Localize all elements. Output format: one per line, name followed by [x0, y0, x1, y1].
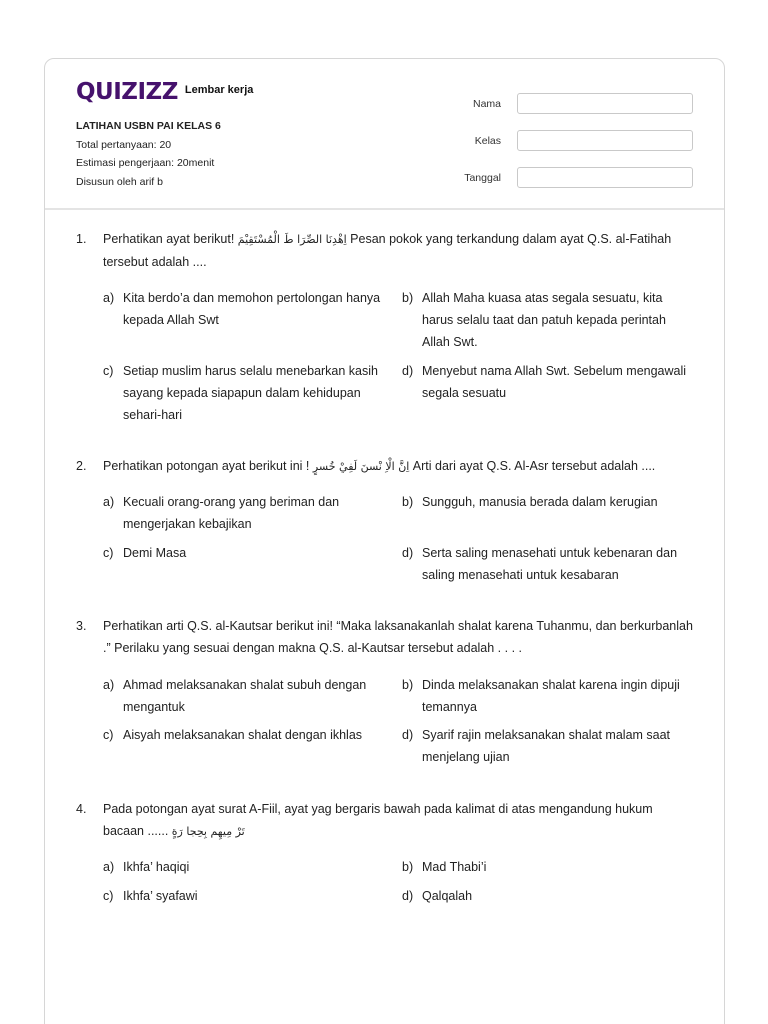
option-text: Dinda melaksanakan shalat karena ingin dipuji temannya [422, 678, 680, 714]
option-2c[interactable] [103, 542, 400, 564]
option-text: Kita berdo’a dan memohon pertolongan hanya kepada Allah Swt [123, 291, 381, 327]
option-4d[interactable] [402, 885, 694, 907]
option-text: Ahmad melaksanakan shalat subuh dengan mengantuk [123, 678, 367, 714]
class-label: Kelas [474, 134, 501, 147]
option-1b[interactable] [402, 287, 694, 353]
option-letter: a) [103, 291, 115, 305]
option-text: Menyebut nama Allah Swt. Sebelum mengawali segala sesuatu [422, 364, 687, 400]
question-text-pre: Pada potongan ayat surat A-Fiil, ayat yag bergaris bawah pada kalimat di atas mengandung hukum bacaan ...... [103, 802, 653, 838]
option-text: Qalqalah [422, 889, 473, 903]
option-letter: a) [103, 678, 115, 692]
option-letter: c) [103, 364, 114, 378]
question-text: Perhatikan arti Q.S. al-Kautsar berikut ini! “Maka laksanakanlah shalat karena Tuhanmu, dan berkurbanlah .” Perilaku yang sesuai dengan makna Q.S. al-Kautsar tersebut adalah . . . . [103, 619, 693, 655]
option-letter: a) [103, 860, 115, 874]
worksheet-meta [76, 117, 221, 191]
option-3d[interactable] [402, 724, 694, 768]
option-text: Mad Thabi’i [422, 860, 487, 874]
student-info-fields [464, 85, 693, 196]
option-text: Sungguh, manusia berada dalam kerugian [422, 495, 658, 509]
option-letter: b) [402, 678, 414, 692]
option-letter: d) [402, 889, 414, 903]
option-1a[interactable] [103, 287, 400, 331]
question-text [103, 798, 696, 843]
question-text [103, 455, 696, 478]
question-4 [76, 798, 696, 843]
option-text: Ikhfa’ haqiqi [123, 860, 190, 874]
question-number: 3. [76, 619, 87, 633]
option-letter: c) [103, 728, 114, 742]
option-text: Kecuali orang-orang yang beriman dan mengerjakan kebajikan [123, 495, 340, 531]
total-questions: Total pertanyaan: 20 [76, 138, 172, 151]
worksheet-card [44, 58, 725, 1024]
arabic-verse: تَرْ مِيهِم بِحِجا رَةٍ [171, 825, 245, 838]
option-4a[interactable] [103, 856, 400, 878]
date-field[interactable] [517, 167, 693, 188]
class-field-row [464, 122, 693, 159]
option-letter: d) [402, 728, 414, 742]
option-2d[interactable] [402, 542, 694, 586]
question-text-pre: Perhatikan ayat berikut! [103, 232, 238, 246]
option-letter: d) [402, 364, 414, 378]
option-1d[interactable] [402, 360, 694, 404]
worksheet-header [45, 59, 724, 210]
question-text-post: Arti dari ayat Q.S. Al-Asr tersebut adalah .... [409, 459, 656, 473]
question-number: 1. [76, 232, 87, 246]
author-line: Disusun oleh arif b [76, 175, 163, 188]
option-letter: b) [402, 291, 414, 305]
option-3a[interactable] [103, 674, 400, 718]
option-2b[interactable] [402, 491, 694, 513]
quizizz-logo: QUIZIZZ [76, 79, 178, 105]
option-text: Syarif rajin melaksanakan shalat malam saat menjelang ujian [422, 728, 671, 764]
option-1c[interactable] [103, 360, 400, 426]
question-3 [76, 615, 696, 659]
question-text-post: Pesan pokok yang terkandung dalam ayat Q.S. al-Fatihah tersebut adalah .... [103, 232, 672, 269]
question-number: 2. [76, 459, 87, 473]
class-field[interactable] [517, 130, 693, 151]
option-3c[interactable] [103, 724, 400, 746]
option-letter: b) [402, 495, 414, 509]
name-field[interactable] [517, 93, 693, 114]
option-text: Ikhfa’ syafawi [123, 889, 198, 903]
name-field-row [464, 85, 693, 122]
worksheet-title: LATIHAN USBN PAI KELAS 6 [76, 120, 221, 132]
question-1 [76, 228, 696, 273]
option-3b[interactable] [402, 674, 694, 718]
brand-row [76, 79, 253, 105]
option-letter: b) [402, 860, 414, 874]
option-4b[interactable] [402, 856, 694, 878]
question-2 [76, 455, 696, 478]
option-text: Setiap muslim harus selalu menebarkan kasih sayang kepada siapapun dalam kehidupan sehari-hari [123, 364, 378, 422]
option-text: Serta saling menasehati untuk kebenaran dan saling menasehati untuk kesabaran [422, 546, 678, 582]
name-label: Nama [472, 97, 501, 110]
option-letter: c) [103, 889, 114, 903]
option-text: Aisyah melaksanakan shalat dengan ikhlas [123, 728, 363, 742]
time-estimate: Estimasi pengerjaan: 20menit [76, 157, 215, 169]
option-4c[interactable] [103, 885, 400, 907]
arabic-verse: اِنَّ الْاِ نْسنَ لَفِيْ خُسرٍ [312, 460, 410, 473]
option-text: Demi Masa [123, 546, 187, 560]
arabic-verse: اِهْدِنَا الصِّرَا طَ الْمُسْتَقِيْمَ [237, 233, 347, 246]
option-letter: c) [103, 546, 114, 560]
option-2a[interactable] [103, 491, 400, 535]
question-text [103, 228, 696, 273]
sheet-kind-label: Lembar kerja [184, 84, 254, 96]
date-label: Tanggal [464, 171, 501, 184]
option-letter: d) [402, 546, 414, 560]
question-number: 4. [76, 802, 87, 816]
option-letter: a) [103, 495, 115, 509]
option-text: Allah Maha kuasa atas segala sesuatu, kita harus selalu taat dan patuh kepada perintah Allah Swt. [422, 291, 666, 349]
date-field-row [464, 159, 693, 196]
question-text-pre: Perhatikan potongan ayat berikut ini ! [103, 459, 313, 473]
